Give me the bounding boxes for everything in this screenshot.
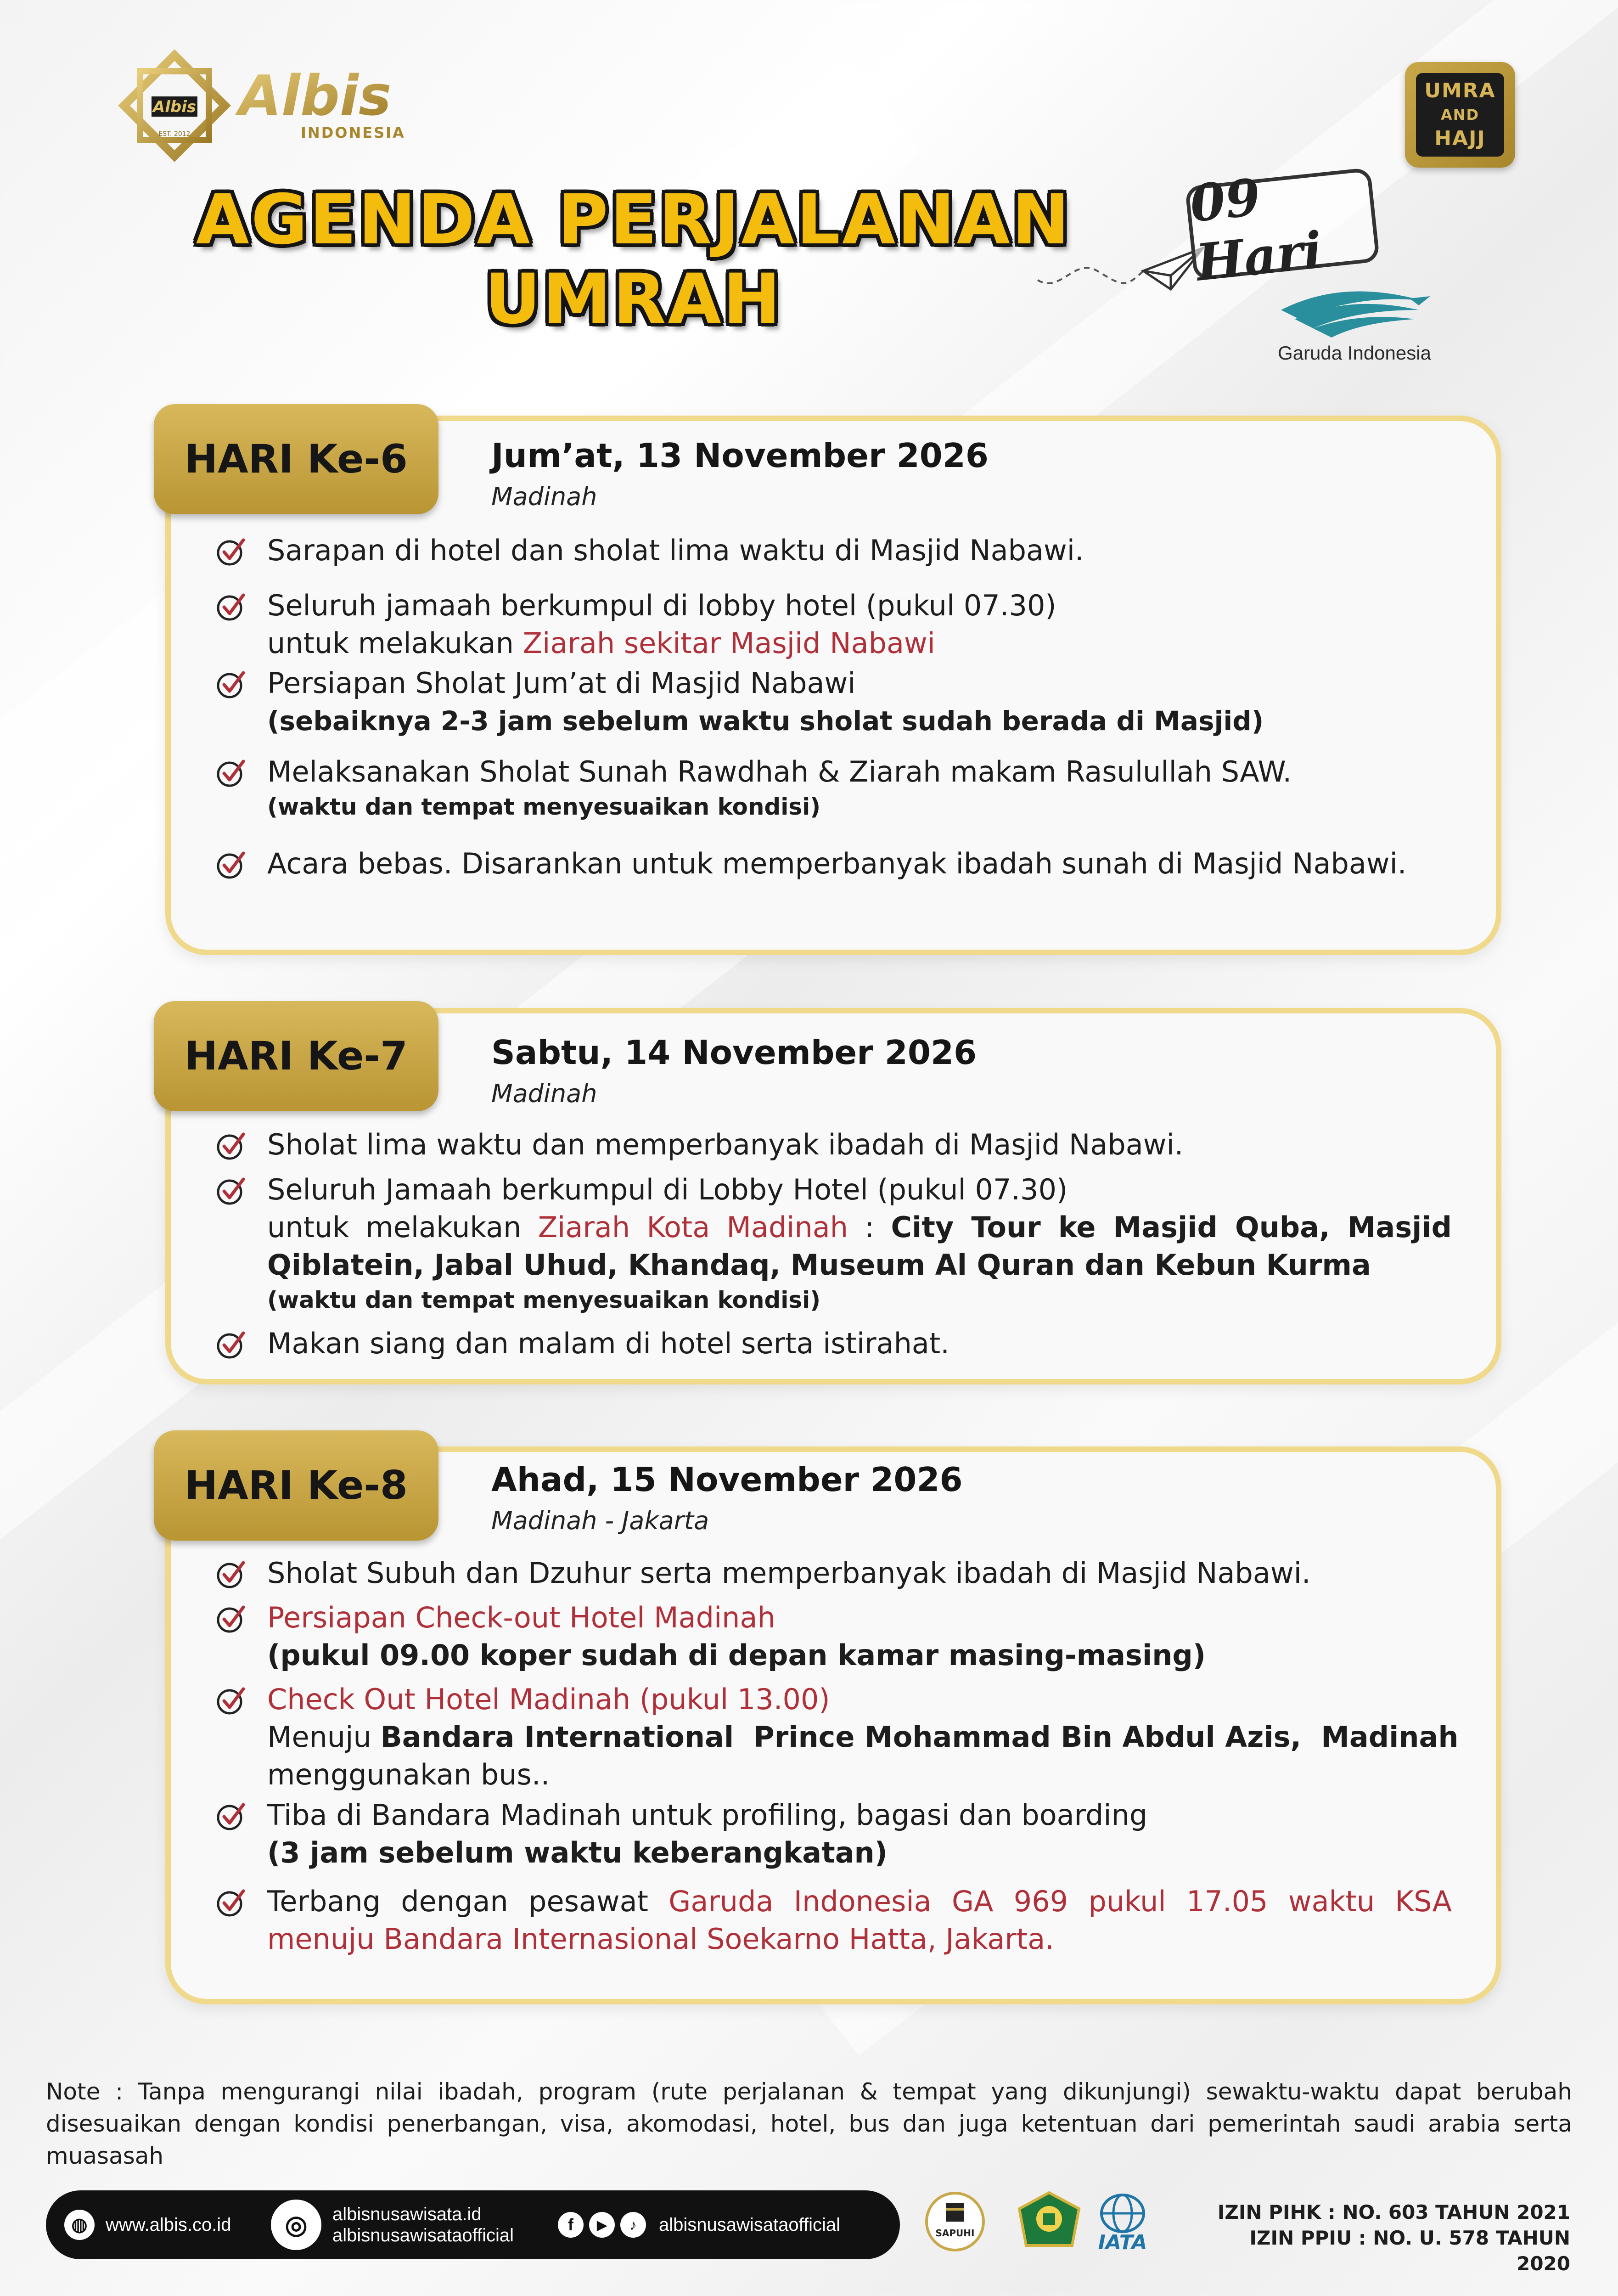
agenda-item-note: (waktu dan tempat menyesuaikan kondisi) bbox=[267, 793, 821, 820]
logo-sub: INDONESIA bbox=[301, 124, 405, 141]
umrah-hajj-badge bbox=[1405, 62, 1515, 168]
instagram-link[interactable] bbox=[271, 2190, 514, 2259]
iata-text: IATA bbox=[1098, 2231, 1147, 2254]
agenda-item-text: Persiapan Sholat Jum’at di Masjid Nabawi bbox=[267, 666, 856, 700]
agenda-highlight: Persiapan Check-out Hotel Madinah bbox=[267, 1601, 775, 1634]
badge-line-3: HAJJ bbox=[1434, 127, 1486, 150]
agenda-item-text: Acara bebas. Disarankan untuk memperbanyak ibadah sunah di Masjid Nabawi. bbox=[267, 847, 1407, 880]
social-handle: albisnusawisataofficial bbox=[659, 2214, 841, 2235]
instagram-handle-2: albisnusawisataofficial bbox=[332, 2225, 514, 2245]
garuda-indonesia-logo bbox=[1272, 282, 1437, 365]
agenda-item-text: Sholat lima waktu dan memperbanyak ibadah di Masjid Nabawi. bbox=[267, 1128, 1184, 1161]
footer-contact-bar bbox=[46, 2190, 900, 2259]
page-title-line-2: UMRAH bbox=[484, 259, 783, 339]
check-circle-icon bbox=[216, 1887, 246, 1918]
agenda-item-text: Menuju bbox=[267, 1720, 381, 1754]
license-pihk: IZIN PIHK : NO. 603 TAHUN 2021 bbox=[1217, 2201, 1570, 2223]
check-circle-icon bbox=[216, 1131, 246, 1161]
agenda-item-text: Sholat Subuh dan Dzuhur serta memperbanyak ibadah di Masjid Nabawi. bbox=[267, 1556, 1311, 1590]
agenda-highlight: Ziarah Kota Madinah bbox=[538, 1210, 848, 1244]
sapuhi-text: SAPUHI bbox=[935, 2228, 975, 2239]
duration-stamp: 09 Hari bbox=[1185, 167, 1380, 281]
check-circle-icon bbox=[216, 758, 246, 788]
check-circle-icon bbox=[216, 1801, 246, 1831]
agenda-item-text: Sarapan di hotel dan sholat lima waktu di Masjid Nabawi. bbox=[267, 534, 1084, 567]
agenda-item-text: Seluruh Jamaah berkumpul di Lobby Hotel (pukul 07.30) bbox=[267, 1173, 1068, 1206]
check-circle-icon bbox=[216, 1604, 246, 1634]
albis-logo bbox=[115, 46, 418, 165]
check-circle-icon bbox=[216, 850, 246, 880]
agenda-item-note: (waktu dan tempat menyesuaikan kondisi) bbox=[267, 1287, 821, 1313]
day-date: Jum’at, 13 November 2026 bbox=[491, 436, 989, 475]
day-date: Ahad, 15 November 2026 bbox=[491, 1460, 963, 1499]
paper-plane-icon bbox=[1033, 230, 1208, 303]
agenda-highlight: Ziarah sekitar Masjid Nabawi bbox=[522, 626, 935, 660]
logo-est: EST. 2012 bbox=[158, 130, 191, 138]
check-circle-icon bbox=[216, 1559, 246, 1589]
social-links[interactable] bbox=[558, 2190, 840, 2259]
agenda-item-text: Makan siang dan malam di hotel serta istirahat. bbox=[267, 1327, 949, 1360]
day-badge: HARI Ke-6 bbox=[154, 404, 438, 514]
badge-line-1: UMRA bbox=[1424, 79, 1496, 102]
agenda-item-note: (3 jam sebelum waktu keberangkatan) bbox=[267, 1836, 888, 1869]
agenda-highlight: Check Out Hotel Madinah (pukul 13.00) bbox=[267, 1683, 830, 1716]
agenda-item-text: menggunakan bus.. bbox=[267, 1758, 550, 1791]
iata-logo bbox=[1086, 2190, 1159, 2255]
logo-wordmark: Albis bbox=[239, 64, 392, 128]
agenda-item-text: Terbang dengan pesawat bbox=[267, 1885, 669, 1918]
day-badge: HARI Ke-7 bbox=[154, 1001, 438, 1111]
check-circle-icon bbox=[216, 1176, 246, 1206]
agenda-item-bold: City Tour ke Masjid Quba, Masjid Qiblatein, Jabal Uhud, Khandaq, Museum Al Quran dan Kebun Kurma bbox=[267, 1210, 1452, 1282]
agenda-separator: : bbox=[848, 1210, 891, 1244]
day-date: Sabtu, 14 November 2026 bbox=[491, 1033, 977, 1072]
youtube-icon[interactable]: ▶ bbox=[589, 2212, 615, 2238]
facebook-icon[interactable]: f bbox=[558, 2212, 584, 2238]
agenda-item-note: (pukul 09.00 koper sudah di depan kamar masing-masing) bbox=[267, 1638, 1206, 1672]
check-circle-icon bbox=[216, 536, 246, 567]
check-circle-icon bbox=[216, 1329, 246, 1360]
website-text: www.albis.co.id bbox=[106, 2214, 231, 2235]
disclaimer-note: Note : Tanpa mengurangi nilai ibadah, program (rute perjalanan & tempat yang dikunjungi) sewaktu-waktu dapat berubah disesuaikan dengan kondisi penerbangan, visa, akomodasi, hotel, bus dan juga ketentuan dari pemerintah saudi arabia serta muasasah bbox=[46, 2078, 1572, 2169]
instagram-handle-1: albisnusawisata.id bbox=[332, 2204, 482, 2224]
tiktok-icon[interactable]: ♪ bbox=[620, 2212, 646, 2238]
garuda-indonesia-text: Garuda Indonesia bbox=[1278, 342, 1431, 364]
page-title-line-1: AGENDA PERJALANAN bbox=[196, 180, 1072, 260]
logo-emblem-text: Albis bbox=[152, 98, 197, 116]
agenda-item-text: Tiba di Bandara Madinah untuk profiling, bagasi dan boarding bbox=[267, 1798, 1148, 1832]
website-link[interactable] bbox=[64, 2190, 231, 2259]
check-circle-icon bbox=[216, 669, 246, 699]
agenda-item-note: (sebaiknya 2-3 jam sebelum waktu sholat sudah berada di Masjid) bbox=[267, 705, 1264, 737]
day-location: Madinah - Jakarta bbox=[491, 1506, 709, 1535]
agenda-item-text: untuk melakukan bbox=[267, 626, 523, 660]
day-location: Madinah bbox=[491, 1079, 597, 1108]
sapuhi-logo bbox=[921, 2190, 989, 2255]
agenda-item-text: untuk melakukan bbox=[267, 1210, 538, 1244]
license-info bbox=[1208, 2200, 1570, 2277]
agenda-highlight: Garuda Indonesia GA 969 pukul 17.05 waktu KSA menuju Bandara Internasional Soekarno Hatta, Jakarta. bbox=[267, 1885, 1452, 1956]
check-circle-icon bbox=[216, 591, 246, 622]
badge-line-2: AND bbox=[1440, 106, 1480, 124]
globe-icon: ◍ bbox=[64, 2210, 95, 2240]
day-location: Madinah bbox=[491, 482, 597, 511]
check-circle-icon bbox=[216, 1685, 246, 1716]
agenda-item-bold: Bandara International Prince Mohammad Bin Abdul Azis, Madinah bbox=[380, 1720, 1459, 1754]
agenda-item-text: Seluruh jamaah berkumpul di lobby hotel (pukul 07.30) bbox=[267, 589, 1056, 622]
agenda-item-text: Melaksanakan Sholat Sunah Rawdhah & Ziarah makam Rasulullah SAW. bbox=[267, 755, 1292, 788]
license-ppiu: IZIN PPIU : NO. U. 578 TAHUN 2020 bbox=[1249, 2227, 1570, 2275]
kemenag-logo bbox=[1015, 2190, 1084, 2255]
instagram-icon: ◎ bbox=[271, 2200, 321, 2250]
day-badge: HARI Ke-8 bbox=[154, 1430, 438, 1541]
